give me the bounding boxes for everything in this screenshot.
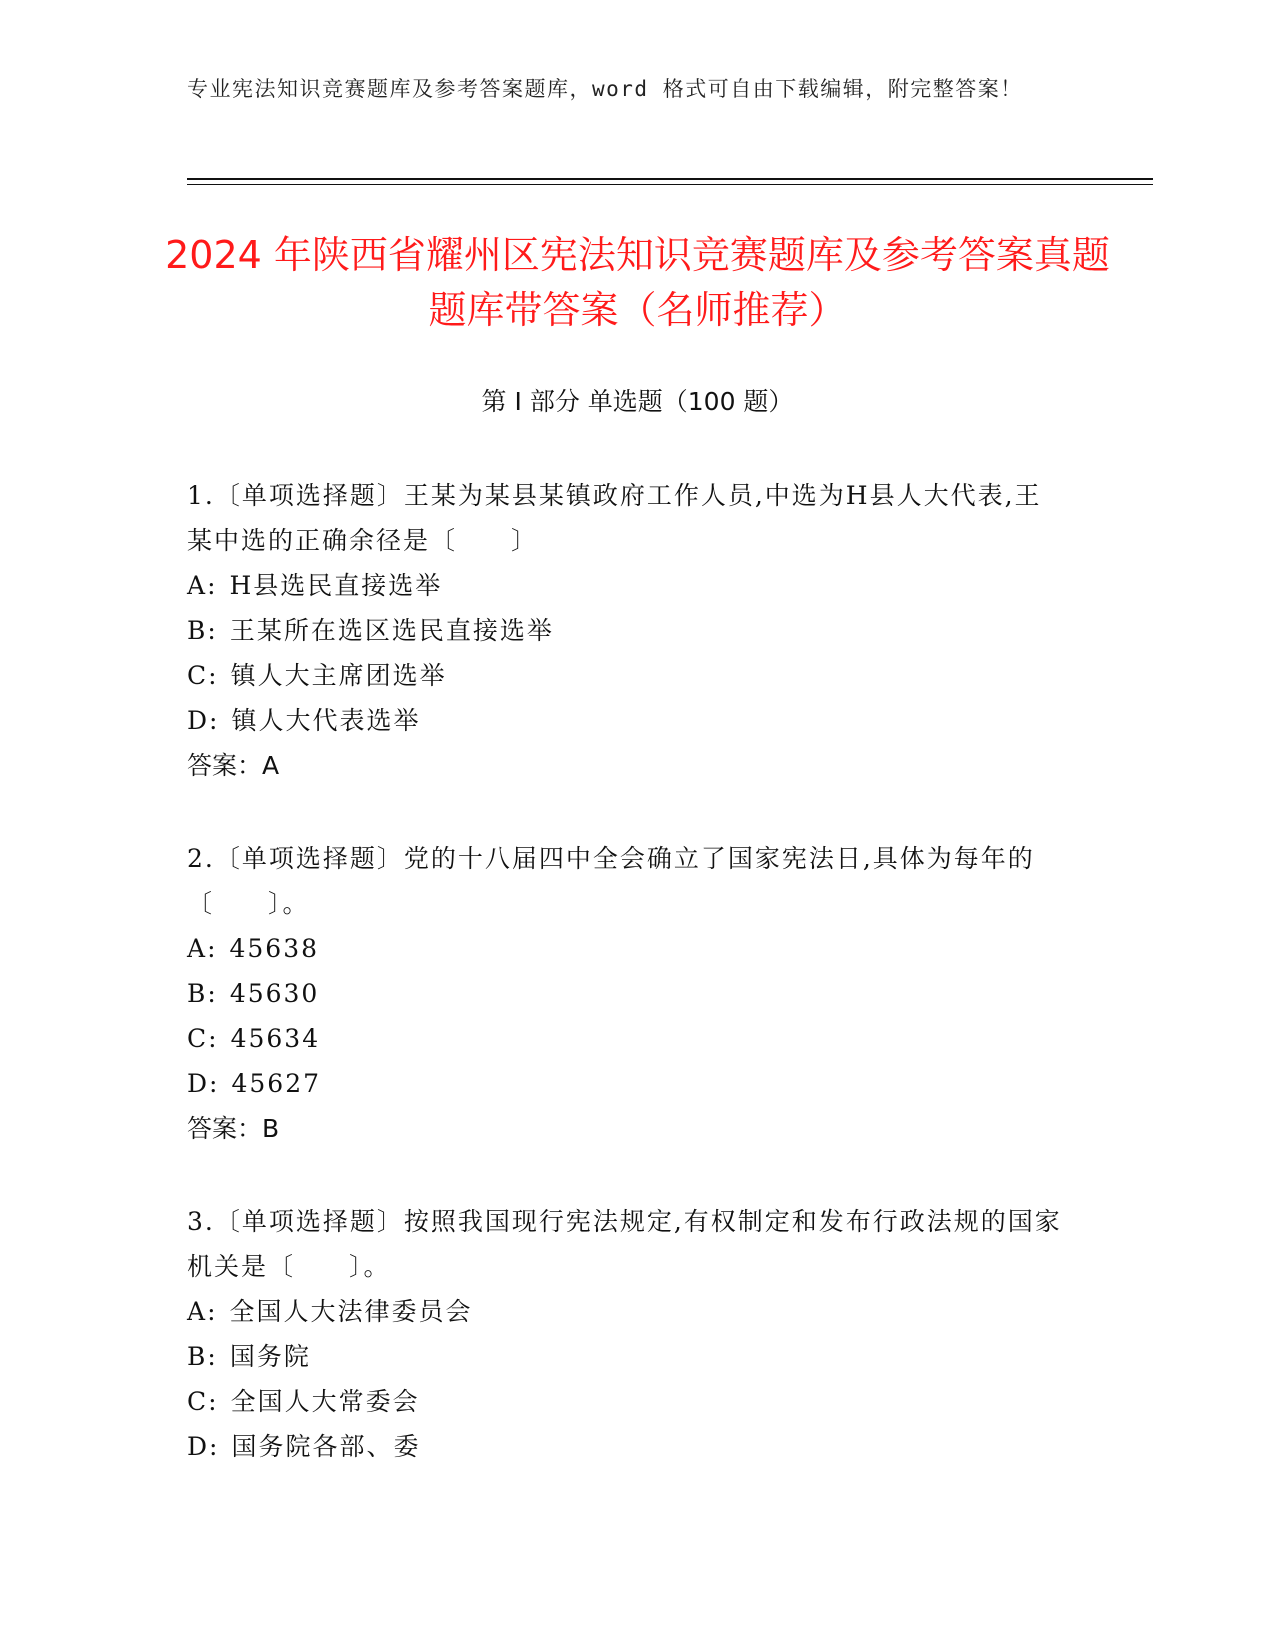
option-c: [187, 653, 1067, 698]
question-item: [187, 473, 1067, 788]
option-separator: :: [207, 1297, 218, 1326]
option-text: 镇人大代表选举: [231, 706, 421, 735]
option-text: 45630: [229, 979, 320, 1008]
question-stem: 3.〔单项选择题〕按照我国现行宪法规定,有权制定和发布行政法规的国家机关是〔 〕。: [187, 1207, 1062, 1281]
option-b: [187, 608, 1067, 653]
option-letter: A: [187, 1297, 208, 1326]
option-b: [187, 971, 1067, 1016]
option-letter: D: [187, 1432, 210, 1461]
option-separator: :: [207, 616, 218, 645]
option-separator: :: [207, 1342, 218, 1371]
option-letter: B: [187, 979, 208, 1008]
option-letter: A: [187, 571, 208, 600]
option-letter: D: [187, 706, 210, 735]
option-letter: C: [187, 1387, 209, 1416]
option-text: 国务院各部、委: [231, 1432, 421, 1461]
question-stem: 1.〔单项选择题〕王某为某县某镇政府工作人员,中选为H县人大代表,王某中选的正确余径是〔 〕: [187, 481, 1042, 555]
option-separator: :: [209, 1432, 220, 1461]
option-letter: B: [187, 1342, 208, 1371]
option-letter: B: [187, 616, 208, 645]
option-list: [187, 563, 1067, 743]
option-separator: :: [208, 1024, 219, 1053]
option-text: 镇人大主席团选举: [230, 661, 447, 690]
question-item: [187, 836, 1067, 1151]
section-title: 第 I 部分 单选题（100 题）: [481, 387, 794, 416]
option-text: H县选民直接选举: [229, 571, 443, 600]
option-d: [187, 1061, 1067, 1106]
option-letter: D: [187, 1069, 210, 1098]
option-separator: :: [209, 1069, 220, 1098]
option-separator: :: [209, 706, 220, 735]
option-text: 45634: [230, 1024, 321, 1053]
option-a: [187, 1289, 1067, 1334]
header-note: 专业宪法知识竞赛题库及参考答案题库，word 格式可自由下载编辑，附完整答案！: [187, 77, 1023, 101]
option-text: 王某所在选区选民直接选举: [229, 616, 554, 645]
answer-line: 答案：A: [187, 751, 280, 780]
answer-line: 答案：B: [187, 1114, 280, 1143]
option-b: [187, 1334, 1067, 1379]
option-list: [187, 1289, 1067, 1469]
document-title: 2024 年陕西省耀州区宪法知识竞赛题库及参考答案真题题库带答案（名师推荐）: [165, 233, 1110, 332]
option-text: 45638: [229, 934, 320, 963]
question-list: [187, 473, 1067, 1517]
option-separator: :: [207, 979, 218, 1008]
option-text: 全国人大常委会: [230, 1387, 420, 1416]
option-separator: :: [207, 571, 218, 600]
option-d: [187, 698, 1067, 743]
option-letter: C: [187, 661, 209, 690]
option-letter: C: [187, 1024, 209, 1053]
option-a: [187, 926, 1067, 971]
option-list: [187, 926, 1067, 1106]
option-separator: :: [208, 1387, 219, 1416]
option-d: [187, 1424, 1067, 1469]
option-separator: :: [208, 661, 219, 690]
question-item: [187, 1199, 1067, 1469]
header-divider-thick: [187, 178, 1153, 180]
option-text: 国务院: [229, 1342, 311, 1371]
option-a: [187, 563, 1067, 608]
header-divider-thin: [187, 184, 1153, 185]
option-text: 全国人大法律委员会: [229, 1297, 473, 1326]
option-c: [187, 1379, 1067, 1424]
option-letter: A: [187, 934, 208, 963]
option-text: 45627: [231, 1069, 322, 1098]
option-separator: :: [207, 934, 218, 963]
question-stem: 2.〔单项选择题〕党的十八届四中全会确立了国家宪法日,具体为每年的〔 〕。: [187, 844, 1035, 918]
option-c: [187, 1016, 1067, 1061]
